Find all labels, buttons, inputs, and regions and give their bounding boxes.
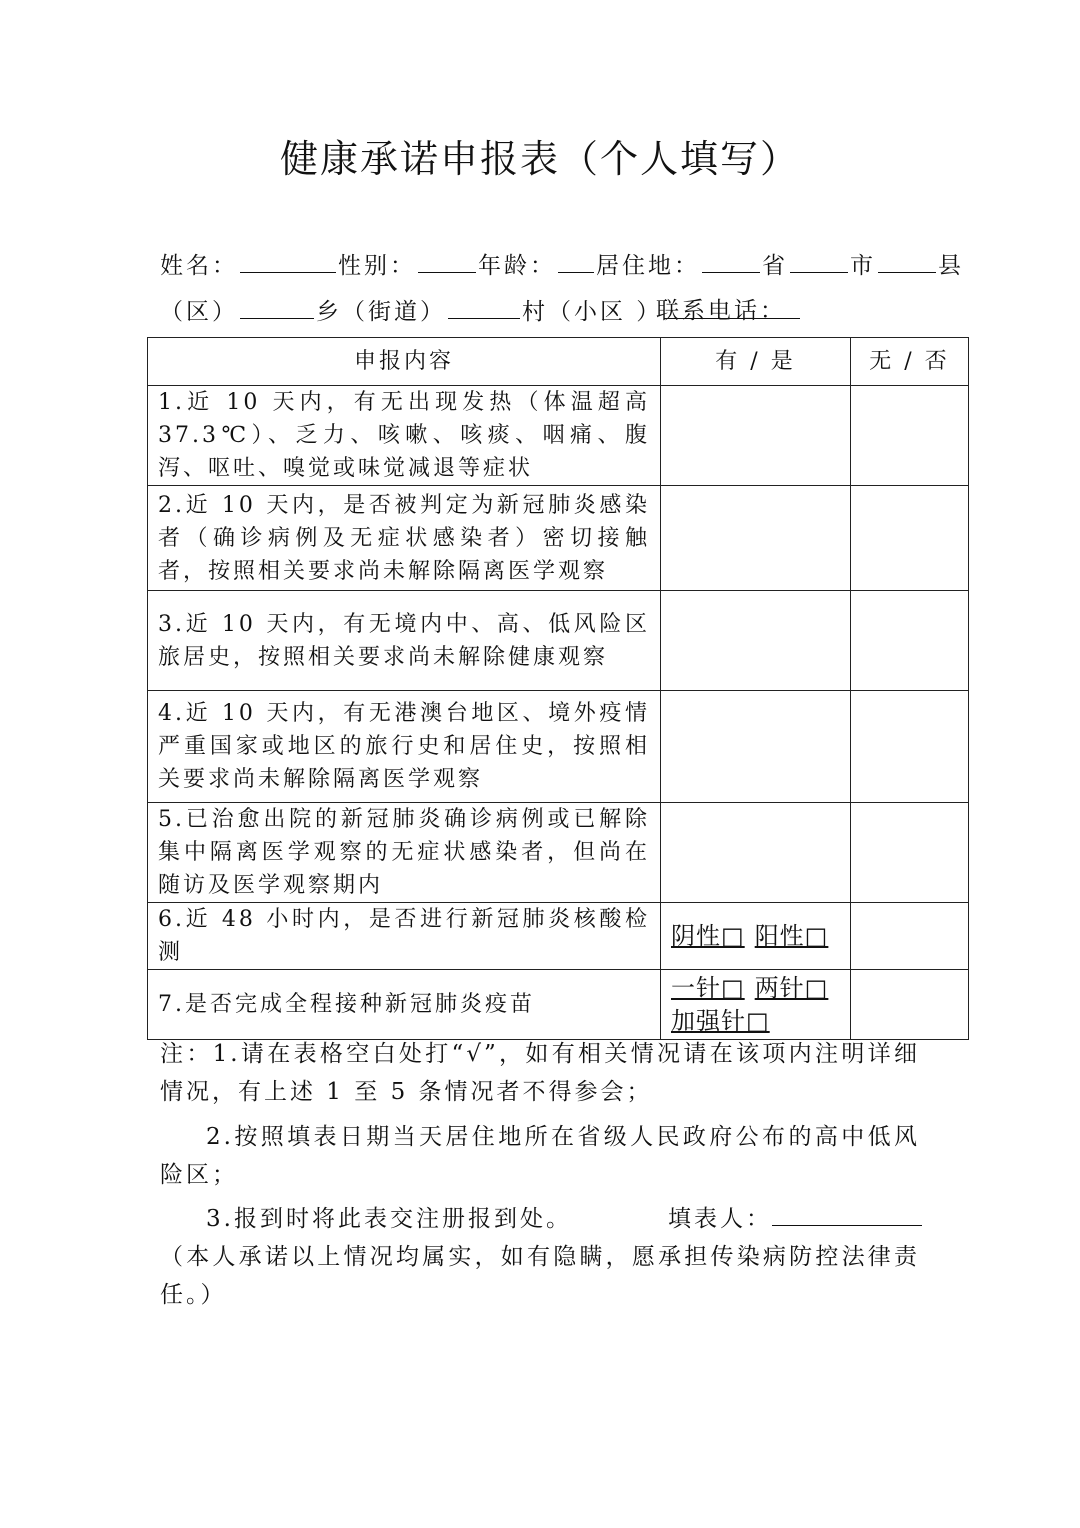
header-no: 无 / 否	[851, 338, 969, 386]
question-6: 6.近 48 小时内，是否进行新冠肺炎核酸检测	[148, 903, 661, 970]
yes-cell-4[interactable]	[661, 691, 851, 803]
no-cell-2[interactable]	[851, 486, 969, 591]
note-2: 2.按照填表日期当天居住地所在省级人民政府公布的高中低风险区；	[160, 1124, 920, 1188]
signer-label: 填表人：	[668, 1206, 772, 1232]
no-cell-4[interactable]	[851, 691, 969, 803]
name-label: 姓名：	[160, 253, 238, 279]
no-cell-6[interactable]	[851, 903, 969, 970]
negative-checkbox[interactable]: 阴性□	[671, 921, 745, 950]
header-yes: 有 / 是	[661, 338, 851, 386]
question-4: 4.近 10 天内，有无港澳台地区、境外疫情严重国家或地区的旅行史和居住史，按照相关要求尚未解除隔离医学观察	[148, 691, 661, 803]
no-cell-7[interactable]	[851, 970, 969, 1040]
no-cell-1[interactable]	[851, 386, 969, 486]
gender-label: 性别：	[338, 253, 416, 279]
nucleic-test-options	[661, 903, 851, 970]
yes-cell-1[interactable]	[661, 386, 851, 486]
yes-cell-2[interactable]	[661, 486, 851, 591]
phone-label: 联系电话：	[656, 298, 786, 324]
village-label: 村（小区 ）	[522, 299, 663, 325]
question-1: 1.近 10 天内，有无出现发热（体温超高37.3℃）、乏力、咳嗽、咳痰、咽痛、腹泻、呕吐、嗅觉或味觉减退等症状	[148, 386, 661, 486]
name-field[interactable]	[240, 250, 336, 273]
county-field[interactable]	[878, 250, 936, 273]
district-field[interactable]	[240, 296, 314, 319]
table-row	[148, 691, 969, 803]
form-title: 健康承诺申报表（个人填写）	[279, 137, 800, 181]
positive-checkbox[interactable]: 阳性□	[754, 921, 829, 950]
booster-checkbox[interactable]: 加强针□	[671, 1006, 770, 1035]
signer-field[interactable]	[772, 1201, 922, 1226]
table-row	[148, 970, 969, 1040]
question-7: 7.是否完成全程接种新冠肺炎疫苗	[148, 970, 661, 1040]
city-label: 市	[850, 253, 876, 279]
yes-cell-5[interactable]	[661, 803, 851, 903]
city-field[interactable]	[790, 250, 848, 273]
no-cell-5[interactable]	[851, 803, 969, 903]
pledge-text: （本人承诺以上情况均属实，如有隐瞒，愿承担传染病防控法律责任。）	[160, 1244, 920, 1308]
vaccine-options	[661, 970, 851, 1040]
age-label: 年龄：	[478, 253, 556, 279]
question-3: 3.近 10 天内，有无境内中、高、低风险区旅居史，按照相关要求尚未解除健康观察	[148, 591, 661, 691]
header-line-1	[160, 250, 964, 281]
table-header-row	[148, 338, 969, 386]
township-field[interactable]	[448, 296, 520, 319]
declaration-table	[147, 337, 969, 1040]
yes-cell-3[interactable]	[661, 591, 851, 691]
table-row	[148, 386, 969, 486]
two-dose-checkbox[interactable]: 两针□	[754, 973, 829, 1002]
note-1: 注：1.请在表格空白处打“√”，如有相关情况请在该项内注明详细情况，有上述 1 至 5 条情况者不得参会；	[160, 1041, 920, 1105]
one-dose-checkbox[interactable]: 一针□	[671, 973, 745, 1002]
table-row	[148, 803, 969, 903]
table-row	[148, 591, 969, 691]
gender-field[interactable]	[418, 250, 476, 273]
question-5: 5.已治愈出院的新冠肺炎确诊病例或已解除集中隔离医学观察的无症状感染者，但尚在随访及医学观察期内	[148, 803, 661, 903]
no-cell-3[interactable]	[851, 591, 969, 691]
district-label: （区）	[160, 299, 238, 325]
note-3: 3.报到时将此表交注册报到处。	[206, 1206, 572, 1232]
table-row	[148, 903, 969, 970]
table-row	[148, 486, 969, 591]
signer-line	[668, 1200, 928, 1238]
residence-label: 居住地：	[596, 253, 700, 279]
province-label: 省	[762, 253, 788, 279]
age-field[interactable]	[558, 250, 594, 273]
province-field[interactable]	[702, 250, 760, 273]
county-label: 县	[938, 253, 964, 279]
township-label: 乡（街道）	[316, 299, 446, 325]
header-content: 申报内容	[148, 338, 661, 386]
question-2: 2.近 10 天内，是否被判定为新冠肺炎感染者（确诊病例及无症状感染者）密切接触者，按照相关要求尚未解除隔离医学观察	[148, 486, 661, 591]
